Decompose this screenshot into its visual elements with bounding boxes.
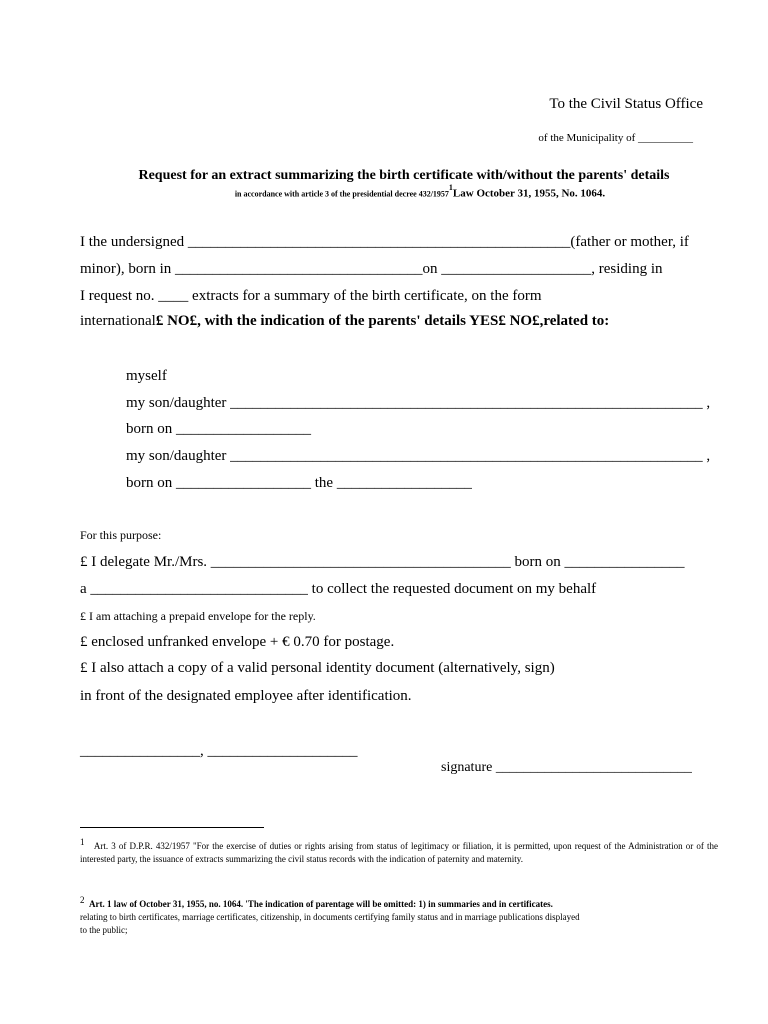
footnote-2-heading: Art. 1 law of October 31, 1955, no. 1064. 'The indication of parentage will be omitted: 1) in summaries and in certificates.	[89, 899, 553, 909]
identity-document-line-2: in front of the designated employee after identification.	[80, 688, 412, 704]
footnote-1-marker: 1	[80, 837, 85, 847]
delegate-line: £ I delegate Mr./Mrs. ________________________________________ born on ________________	[80, 554, 685, 570]
international-label: international	[80, 313, 156, 329]
born-on-line-1: born on __________________	[126, 421, 311, 437]
son-daughter-line-1: my son/daughter _______________________________________________________________ ,	[126, 395, 711, 411]
form-title: Request for an extract summarizing the birth certificate with/without the parents' details	[138, 168, 670, 183]
footnote-2-line-2: relating to birth certificates, marriage certificates, citizenship, in documents certifying family status and in marriage publications displayed	[80, 912, 580, 922]
collect-line: a _____________________________ to collect the requested document on my behalf	[80, 581, 597, 597]
footnote-1-text: Art. 3 of D.P.R. 432/1957 "For the exercise of duties or rights arising from status of legitimacy or filiation, it is permitted, upon request of the Administration or of the interested party, the issuance of extracts summarizing the civil status records with the indication of paternity and maternity.	[80, 841, 719, 864]
purpose-heading: For this purpose:	[80, 528, 162, 542]
footnote-ref-1: 1	[448, 183, 453, 192]
municipality-line: of the Municipality of __________	[538, 132, 693, 144]
request-line: I request no. ____ extracts for a summary of the birth certificate, on the form	[80, 288, 542, 304]
son-daughter-line-2: my son/daughter _______________________________________________________________ ,	[126, 448, 711, 464]
signature-line: signature ____________________________	[441, 760, 692, 775]
prepaid-envelope-line: £ I am attaching a prepaid envelope for the reply.	[80, 609, 316, 623]
place-date-line: ________________, ____________________	[80, 743, 358, 759]
parents-details-choice: £ NO£, with the indication of the parents' details YES£ NO£,related to:	[155, 313, 610, 329]
recipient-line: To the Civil Status Office	[549, 96, 703, 112]
undersigned-line: I the undersigned ___________________________________________________(father or mother, if	[80, 234, 689, 250]
subtitle-law: Law October 31, 1955, No. 1064.	[452, 187, 606, 200]
footnote-divider	[80, 827, 264, 828]
footnote-2-line-3: to the public;	[80, 925, 128, 935]
born-on-line-2: born on __________________ the __________________	[126, 475, 472, 491]
footnote-2-marker: 2	[80, 895, 85, 905]
form-subtitle	[0, 183, 768, 201]
unfranked-envelope-line: £ enclosed unfranked envelope + € 0.70 for postage.	[80, 634, 395, 650]
born-residing-line: minor), born in _________________________________on ____________________, residing in	[80, 261, 663, 277]
footnote-1	[80, 836, 718, 866]
subtitle-decree: in accordance with article 3 of the presidential decree 432/1957	[234, 189, 449, 199]
footnote-2	[80, 894, 718, 937]
identity-document-line: £ I also attach a copy of a valid personal identity document (alternatively, sign)	[80, 660, 555, 676]
form-options-line	[80, 313, 609, 330]
myself-option: myself	[126, 368, 167, 384]
